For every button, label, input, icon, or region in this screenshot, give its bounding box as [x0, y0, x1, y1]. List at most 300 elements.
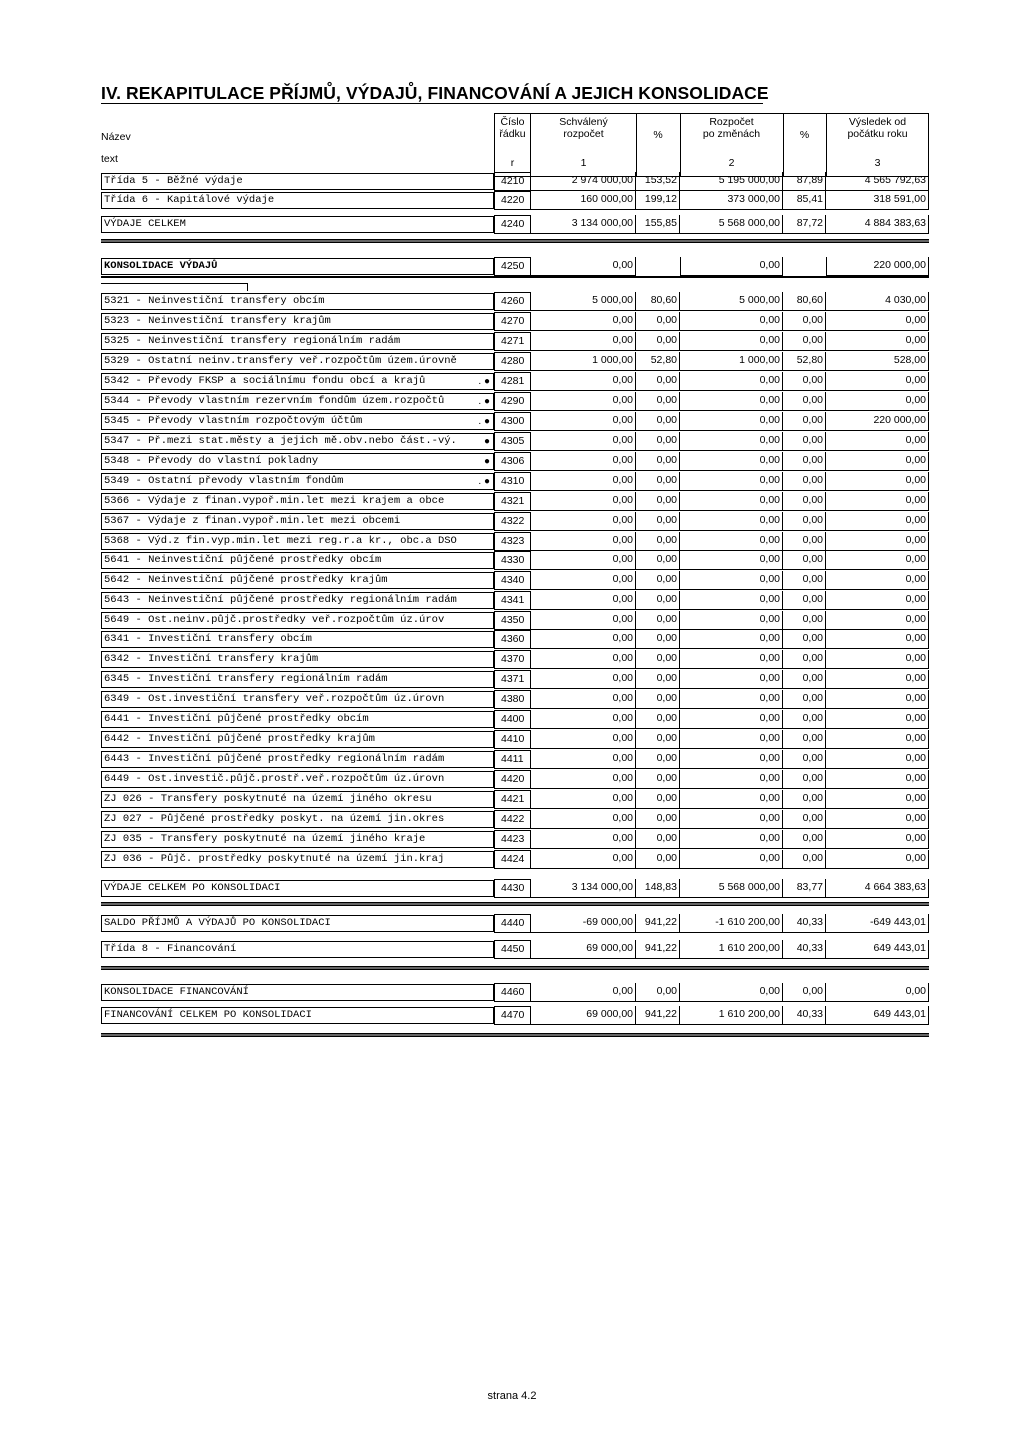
value-schvaleny: 0,00 — [531, 257, 636, 276]
row-name-text: KONSOLIDACE VÝDAJŮ — [104, 260, 218, 272]
row-code: 4341 — [494, 591, 531, 610]
header-pct1-box — [636, 113, 681, 177]
value-vysledek: 0,00 — [826, 690, 929, 709]
row-code: 4422 — [494, 810, 531, 829]
pct-po-zmenach: 0,00 — [783, 372, 826, 391]
value-po-zmenach: 0,00 — [680, 472, 783, 491]
value-vysledek: 0,00 — [826, 312, 929, 331]
table-row — [0, 690, 1024, 710]
pct-schvaleny: 0,00 — [636, 492, 680, 511]
row-name-text: ZJ 036 - Půjč. prostředky poskytnuté na území jin.kraj — [104, 853, 445, 865]
pct-po-zmenach: 85,41 — [783, 191, 826, 210]
header-schvaleny: Schválený — [559, 116, 608, 128]
value-schvaleny: 160 000,00 — [531, 191, 636, 210]
value-schvaleny: 0,00 — [531, 372, 636, 391]
row-code: 4310 — [494, 472, 531, 491]
row-name-text: 5649 - Ost.neinv.půjč.prostředky veř.rozpočtům úz.úrov — [104, 614, 445, 626]
value-vysledek: 528,00 — [826, 352, 929, 371]
row-name-text: 5349 - Ostatní převody vlastním fondům — [104, 475, 344, 487]
pct-po-zmenach: 0,00 — [783, 730, 826, 749]
row-name — [101, 851, 494, 868]
table-row — [0, 850, 1024, 870]
row-code: 4411 — [494, 750, 531, 769]
value-po-zmenach: 0,00 — [680, 257, 783, 276]
table-row — [0, 571, 1024, 591]
value-po-zmenach: 1 610 200,00 — [680, 940, 783, 959]
page-number: strana 4.2 — [487, 1390, 537, 1402]
value-po-zmenach: 0,00 — [680, 830, 783, 849]
value-schvaleny: 3 134 000,00 — [531, 879, 636, 898]
row-name-text: 5325 - Neinvestiční transfery regionálním radám — [104, 335, 401, 347]
row-code: 4421 — [494, 790, 531, 809]
value-po-zmenach: 373 000,00 — [680, 191, 783, 210]
row-name-text: 5345 - Převody vlastním rozpočtovým účtům — [104, 415, 363, 427]
row-marker: . ● — [478, 416, 490, 427]
row-code: 4322 — [494, 512, 531, 531]
pct-schvaleny: 0,00 — [636, 472, 680, 491]
table-row — [0, 983, 1024, 1003]
value-vysledek: 4 565 792,63 — [826, 172, 929, 191]
pct-po-zmenach: 0,00 — [783, 670, 826, 689]
value-po-zmenach: 0,00 — [680, 392, 783, 411]
value-vysledek: 0,00 — [826, 810, 929, 829]
value-vysledek: 0,00 — [826, 432, 929, 451]
pct-schvaleny: 0,00 — [636, 690, 680, 709]
row-marker: ● — [483, 436, 490, 447]
row-name — [101, 751, 494, 768]
value-po-zmenach: 0,00 — [680, 452, 783, 471]
value-po-zmenach: 0,00 — [680, 650, 783, 669]
value-vysledek: 0,00 — [826, 983, 929, 1002]
value-po-zmenach: 0,00 — [680, 512, 783, 531]
row-code: 4270 — [494, 312, 531, 331]
value-vysledek: 0,00 — [826, 571, 929, 590]
row-code: 4470 — [494, 1006, 531, 1025]
value-vysledek: 0,00 — [826, 630, 929, 649]
bracket-mark — [101, 283, 248, 291]
row-marker: ● — [483, 456, 490, 467]
row-code: 4271 — [494, 332, 531, 351]
pct-schvaleny: 0,00 — [636, 630, 680, 649]
header-rozpocet: rozpočet — [563, 128, 604, 140]
row-name-text: ZJ 035 - Transfery poskytnuté na území jiného kraje — [104, 833, 426, 845]
value-schvaleny: 0,00 — [531, 750, 636, 769]
pct-po-zmenach: 52,80 — [783, 352, 826, 371]
table-row — [0, 914, 1024, 934]
row-name — [101, 513, 494, 530]
pct-schvaleny: 199,12 — [636, 191, 680, 210]
table-row — [0, 352, 1024, 372]
row-name — [101, 433, 494, 450]
value-po-zmenach: 0,00 — [680, 571, 783, 590]
row-code: 4371 — [494, 670, 531, 689]
table-row — [0, 452, 1024, 472]
row-name — [101, 880, 494, 897]
pct-po-zmenach: 0,00 — [783, 830, 826, 849]
value-schvaleny: 0,00 — [531, 830, 636, 849]
pct-schvaleny: 0,00 — [636, 392, 680, 411]
value-po-zmenach: 5 000,00 — [680, 292, 783, 311]
row-name — [101, 691, 494, 708]
value-vysledek: 0,00 — [826, 770, 929, 789]
row-name — [101, 333, 494, 350]
pct-po-zmenach: 0,00 — [783, 312, 826, 331]
row-name-text: 5367 - Výdaje z finan.vypoř.min.let mezi obcemi — [104, 515, 401, 527]
pct-schvaleny: 0,00 — [636, 332, 680, 351]
row-name — [101, 533, 494, 550]
pct-po-zmenach: 0,00 — [783, 452, 826, 471]
row-code: 4290 — [494, 392, 531, 411]
value-schvaleny: 69 000,00 — [531, 1006, 636, 1025]
table-row — [0, 940, 1024, 960]
row-name-text: 5641 - Neinvestiční půjčené prostředky obcím — [104, 554, 382, 566]
value-vysledek: 649 443,01 — [826, 1006, 929, 1025]
value-po-zmenach: 1 610 200,00 — [680, 1006, 783, 1025]
table-row — [0, 750, 1024, 770]
value-po-zmenach: 0,00 — [680, 810, 783, 829]
value-schvaleny: -69 000,00 — [531, 914, 636, 933]
row-name-text: 6345 - Investiční transfery regionálním radám — [104, 673, 388, 685]
row-code: 4340 — [494, 571, 531, 590]
value-schvaleny: 5 000,00 — [531, 292, 636, 311]
row-name-text: SALDO PŘÍJMŮ A VÝDAJŮ PO KONSOLIDACI — [104, 917, 331, 929]
table-row — [0, 312, 1024, 332]
pct-po-zmenach: 0,00 — [783, 983, 826, 1002]
value-schvaleny: 0,00 — [531, 710, 636, 729]
row-name-text: KONSOLIDACE FINANCOVÁNÍ — [104, 986, 249, 998]
table-row — [0, 879, 1024, 899]
pct-schvaleny: 0,00 — [636, 670, 680, 689]
value-vysledek: 0,00 — [826, 551, 929, 570]
value-schvaleny: 0,00 — [531, 983, 636, 1002]
value-schvaleny: 0,00 — [531, 591, 636, 610]
row-name — [101, 671, 494, 688]
header-n1: 1 — [580, 157, 587, 169]
row-name — [101, 771, 494, 788]
table-row — [0, 191, 1024, 211]
row-code: 4281 — [494, 372, 531, 391]
row-name — [101, 941, 494, 958]
pct-schvaleny: 0,00 — [636, 571, 680, 590]
value-vysledek: 0,00 — [826, 611, 929, 630]
row-name-text: ZJ 026 - Transfery poskytnuté na území jiného okresu — [104, 793, 432, 805]
value-vysledek: 220 000,00 — [826, 257, 929, 276]
value-vysledek: 0,00 — [826, 512, 929, 531]
row-name-text: FINANCOVÁNÍ CELKEM PO KONSOLIDACI — [104, 1009, 312, 1021]
table-row — [0, 551, 1024, 571]
row-name-text: 6342 - Investiční transfery krajům — [104, 653, 319, 665]
pct-schvaleny: 0,00 — [636, 551, 680, 570]
row-code: 4250 — [494, 257, 531, 276]
value-po-zmenach: 0,00 — [680, 770, 783, 789]
pct-po-zmenach: 40,33 — [783, 1006, 826, 1025]
row-name-text: 5329 - Ostatní neinv.transfery veř.rozpočtům územ.úrovně — [104, 355, 457, 367]
table-row — [0, 710, 1024, 730]
row-name — [101, 493, 494, 510]
row-name — [101, 1007, 494, 1024]
pct-schvaleny: 0,00 — [636, 730, 680, 749]
pct-po-zmenach: 0,00 — [783, 650, 826, 669]
row-code: 4240 — [494, 215, 531, 234]
value-vysledek: -649 443,01 — [826, 914, 929, 933]
table-row — [0, 830, 1024, 850]
row-name — [101, 353, 494, 370]
pct-po-zmenach: 0,00 — [783, 551, 826, 570]
separator-1 — [101, 239, 929, 243]
separator-3 — [101, 902, 929, 906]
pct-schvaleny: 0,00 — [636, 591, 680, 610]
row-code: 4410 — [494, 730, 531, 749]
row-code: 4321 — [494, 492, 531, 511]
value-po-zmenach: 0,00 — [680, 312, 783, 331]
pct-schvaleny: 0,00 — [636, 983, 680, 1002]
value-vysledek: 4 884 383,63 — [826, 215, 929, 234]
pct-schvaleny: 52,80 — [636, 352, 680, 371]
pct-schvaleny: 0,00 — [636, 810, 680, 829]
header-radku: řádku — [499, 128, 526, 140]
pct-schvaleny: 0,00 — [636, 532, 680, 551]
pct-po-zmenach: 0,00 — [783, 512, 826, 531]
row-name — [101, 572, 494, 589]
value-po-zmenach: 0,00 — [680, 432, 783, 451]
value-po-zmenach: 0,00 — [680, 710, 783, 729]
pct-schvaleny: 0,00 — [636, 750, 680, 769]
pct-schvaleny: 155,85 — [636, 215, 680, 234]
row-name — [101, 711, 494, 728]
value-vysledek: 0,00 — [826, 452, 929, 471]
pct-po-zmenach — [783, 257, 826, 276]
value-po-zmenach: 0,00 — [680, 551, 783, 570]
row-marker: . ● — [478, 476, 490, 487]
value-schvaleny: 0,00 — [531, 312, 636, 331]
row-name — [101, 258, 494, 275]
pct-po-zmenach: 40,33 — [783, 940, 826, 959]
pct-schvaleny: 0,00 — [636, 312, 680, 331]
value-vysledek: 4 664 383,63 — [826, 879, 929, 898]
value-vysledek: 0,00 — [826, 850, 929, 869]
value-po-zmenach: 0,00 — [680, 983, 783, 1002]
pct-schvaleny: 941,22 — [636, 940, 680, 959]
row-code: 4323 — [494, 532, 531, 551]
value-po-zmenach: 0,00 — [680, 630, 783, 649]
pct-schvaleny: 0,00 — [636, 650, 680, 669]
row-name-text: 6441 - Investiční půjčené prostředky obcím — [104, 713, 369, 725]
value-schvaleny: 0,00 — [531, 512, 636, 531]
table-row — [0, 472, 1024, 492]
value-schvaleny: 0,00 — [531, 492, 636, 511]
pct-po-zmenach: 0,00 — [783, 630, 826, 649]
value-schvaleny: 0,00 — [531, 452, 636, 471]
row-name-text: VÝDAJE CELKEM — [104, 218, 186, 230]
pct-po-zmenach: 0,00 — [783, 532, 826, 551]
pct-schvaleny: 0,00 — [636, 452, 680, 471]
value-vysledek: 0,00 — [826, 332, 929, 351]
row-name — [101, 473, 494, 490]
table-row — [0, 392, 1024, 412]
value-po-zmenach: 0,00 — [680, 591, 783, 610]
pct-schvaleny: 148,83 — [636, 879, 680, 898]
header-pct1: % — [653, 129, 663, 141]
value-schvaleny: 0,00 — [531, 670, 636, 689]
table-row — [0, 492, 1024, 512]
header-nazev: Název — [101, 131, 131, 143]
pct-schvaleny: 941,22 — [636, 1006, 680, 1025]
header-rozpocet2: Rozpočet — [709, 116, 754, 128]
pct-po-zmenach: 0,00 — [783, 392, 826, 411]
value-po-zmenach: 5 568 000,00 — [680, 215, 783, 234]
pct-schvaleny: 0,00 — [636, 790, 680, 809]
value-po-zmenach: 1 000,00 — [680, 352, 783, 371]
pct-po-zmenach: 0,00 — [783, 690, 826, 709]
row-name-text: 6442 - Investiční půjčené prostředky krajům — [104, 733, 375, 745]
title-underline — [101, 103, 763, 104]
value-schvaleny: 0,00 — [531, 611, 636, 630]
header-n3: 3 — [874, 157, 881, 169]
row-code: 4360 — [494, 630, 531, 649]
row-code: 4260 — [494, 292, 531, 311]
value-schvaleny: 0,00 — [531, 630, 636, 649]
row-marker: . ● — [478, 396, 490, 407]
value-schvaleny: 0,00 — [531, 532, 636, 551]
table-row — [0, 412, 1024, 432]
row-name-text: 5342 - Převody FKSP a sociálnímu fondu obcí a krajů — [104, 375, 426, 387]
pct-po-zmenach: 80,60 — [783, 292, 826, 311]
value-vysledek: 649 443,01 — [826, 940, 929, 959]
row-name — [101, 552, 494, 569]
table-row — [0, 432, 1024, 452]
table-row — [0, 1006, 1024, 1026]
value-schvaleny: 0,00 — [531, 472, 636, 491]
value-schvaleny: 0,00 — [531, 790, 636, 809]
table-row — [0, 257, 1024, 277]
row-name-text: 5348 - Převody do vlastní pokladny — [104, 455, 319, 467]
header-pct2-box — [783, 113, 827, 177]
row-name — [101, 173, 494, 190]
value-vysledek: 4 030,00 — [826, 292, 929, 311]
row-name-text: 5347 - Př.mezi stat.městy a jejich mě.obv.nebo část.-vý. — [104, 435, 457, 447]
row-name-text: 5366 - Výdaje z finan.vypoř.min.let mezi krajem a obce — [104, 495, 445, 507]
value-vysledek: 220 000,00 — [826, 412, 929, 431]
row-name — [101, 313, 494, 330]
value-po-zmenach: 0,00 — [680, 492, 783, 511]
header-pocatku: počátku roku — [847, 128, 908, 140]
value-schvaleny: 2 974 000,00 — [531, 172, 636, 191]
row-code: 4440 — [494, 914, 531, 933]
pct-po-zmenach: 0,00 — [783, 492, 826, 511]
table-row — [0, 215, 1024, 235]
row-name — [101, 915, 494, 932]
separator-5 — [101, 1033, 929, 1037]
value-schvaleny: 1 000,00 — [531, 352, 636, 371]
pct-schvaleny — [636, 257, 680, 276]
pct-schvaleny: 0,00 — [636, 372, 680, 391]
row-name — [101, 811, 494, 828]
value-schvaleny: 0,00 — [531, 332, 636, 351]
row-code: 4450 — [494, 940, 531, 959]
row-code: 4280 — [494, 352, 531, 371]
pct-po-zmenach: 87,89 — [783, 172, 826, 191]
value-vysledek: 0,00 — [826, 710, 929, 729]
pct-schvaleny: 153,52 — [636, 172, 680, 191]
row-name-text: VÝDAJE CELKEM PO KONSOLIDACI — [104, 882, 281, 894]
value-schvaleny: 0,00 — [531, 551, 636, 570]
value-po-zmenach: 0,00 — [680, 690, 783, 709]
value-vysledek: 0,00 — [826, 591, 929, 610]
table-row — [0, 630, 1024, 650]
value-po-zmenach: 0,00 — [680, 412, 783, 431]
value-vysledek: 0,00 — [826, 670, 929, 689]
pct-po-zmenach: 0,00 — [783, 810, 826, 829]
pct-po-zmenach: 87,72 — [783, 215, 826, 234]
row-name — [101, 791, 494, 808]
value-po-zmenach: 0,00 — [680, 670, 783, 689]
value-vysledek: 0,00 — [826, 532, 929, 551]
pct-po-zmenach: 0,00 — [783, 332, 826, 351]
table-row — [0, 292, 1024, 312]
pct-schvaleny: 0,00 — [636, 432, 680, 451]
row-name-text: 5321 - Neinvestiční transfery obcím — [104, 295, 325, 307]
header-pct2: % — [799, 129, 810, 141]
table-row — [0, 770, 1024, 790]
value-schvaleny: 0,00 — [531, 571, 636, 590]
header-vysledek: Výsledek od — [848, 116, 907, 128]
value-vysledek: 0,00 — [826, 372, 929, 391]
table-row — [0, 810, 1024, 830]
row-name — [101, 831, 494, 848]
table-row — [0, 650, 1024, 670]
table-row — [0, 372, 1024, 392]
value-vysledek: 0,00 — [826, 650, 929, 669]
value-schvaleny: 0,00 — [531, 690, 636, 709]
row-name — [101, 373, 494, 390]
pct-schvaleny: 0,00 — [636, 412, 680, 431]
pct-po-zmenach: 0,00 — [783, 770, 826, 789]
row-code: 4305 — [494, 432, 531, 451]
pct-po-zmenach: 0,00 — [783, 750, 826, 769]
table-row — [0, 670, 1024, 690]
row-name — [101, 393, 494, 410]
pct-schvaleny: 0,00 — [636, 850, 680, 869]
header-pozmenach: po změnách — [702, 128, 761, 140]
pct-schvaleny: 0,00 — [636, 770, 680, 789]
row-name-text: Třída 8 - Financování — [104, 943, 237, 955]
pct-schvaleny: 941,22 — [636, 914, 680, 933]
row-name-text: ZJ 027 - Půjčené prostředky poskyt. na území jin.okres — [104, 813, 445, 825]
row-name — [101, 293, 494, 310]
value-schvaleny: 3 134 000,00 — [531, 215, 636, 234]
value-po-zmenach: 5 568 000,00 — [680, 879, 783, 898]
value-vysledek: 0,00 — [826, 730, 929, 749]
value-vysledek: 0,00 — [826, 392, 929, 411]
pct-po-zmenach: 0,00 — [783, 850, 826, 869]
row-name — [101, 413, 494, 430]
table-row — [0, 611, 1024, 631]
pct-po-zmenach: 0,00 — [783, 591, 826, 610]
row-code: 4420 — [494, 770, 531, 789]
table-row — [0, 512, 1024, 532]
row-code: 4460 — [494, 983, 531, 1002]
pct-po-zmenach: 0,00 — [783, 412, 826, 431]
header-text: text — [101, 153, 118, 165]
value-schvaleny: 0,00 — [531, 432, 636, 451]
row-name-text: 5323 - Neinvestiční transfery krajům — [104, 315, 331, 327]
row-name-text: 6449 - Ost.investič.půjč.prostř.veř.rozpočtům úz.úrovn — [104, 773, 445, 785]
value-schvaleny: 0,00 — [531, 850, 636, 869]
value-schvaleny: 0,00 — [531, 810, 636, 829]
row-name — [101, 453, 494, 470]
value-vysledek: 0,00 — [826, 492, 929, 511]
row-name-text: 5642 - Neinvestiční půjčené prostředky krajům — [104, 574, 388, 586]
